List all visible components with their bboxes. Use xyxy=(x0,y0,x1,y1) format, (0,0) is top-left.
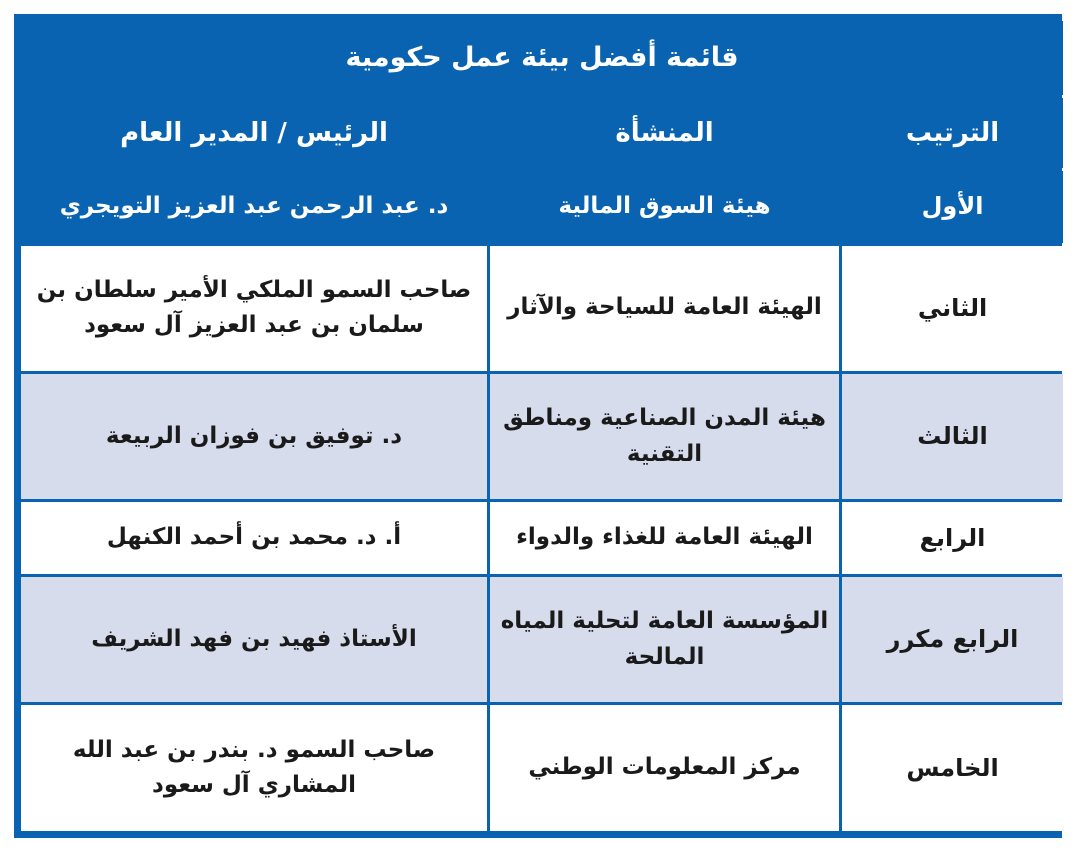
organization-cell: الهيئة العامة للغذاء والدواء xyxy=(490,502,839,574)
head-cell: د. توفيق بن فوزان الربيعة xyxy=(21,374,487,499)
head-cell: الأستاذ فهيد بن فهد الشريف xyxy=(21,577,487,702)
table-row xyxy=(21,374,1063,499)
head-cell: صاحب السمو د. بندر بن عبد الله المشاري آل سعود xyxy=(21,705,487,831)
table-frame xyxy=(14,14,1062,838)
title-row xyxy=(21,21,1063,95)
organization-cell: هيئة المدن الصناعية ومناطق التقنية xyxy=(490,374,839,499)
column-header-organization: المنشأة xyxy=(490,98,839,168)
organization-cell: المؤسسة العامة لتحلية المياه المالحة xyxy=(490,577,839,702)
column-header-rank: الترتيب xyxy=(842,98,1063,168)
table-row xyxy=(21,246,1063,371)
table-row xyxy=(21,705,1063,831)
organization-cell: الهيئة العامة للسياحة والآثار xyxy=(490,246,839,371)
table-row xyxy=(21,502,1063,574)
table-row xyxy=(21,171,1063,243)
rank-cell: الثالث xyxy=(842,374,1063,499)
rank-cell: الثاني xyxy=(842,246,1063,371)
column-header-head: الرئيس / المدير العام xyxy=(21,98,487,168)
rank-cell: الخامس xyxy=(842,705,1063,831)
rank-cell: الرابع xyxy=(842,502,1063,574)
rank-cell: الأول xyxy=(842,171,1063,243)
best-workplace-table xyxy=(18,18,1066,834)
organization-cell: هيئة السوق المالية xyxy=(490,171,839,243)
organization-cell: مركز المعلومات الوطني xyxy=(490,705,839,831)
rank-cell: الرابع مكرر xyxy=(842,577,1063,702)
table-row xyxy=(21,577,1063,702)
head-cell: أ. د. محمد بن أحمد الكنهل xyxy=(21,502,487,574)
table-title: قائمة أفضل بيئة عمل حكومية xyxy=(21,21,1063,95)
head-cell: صاحب السمو الملكي الأمير سلطان بن سلمان بن عبد العزيز آل سعود xyxy=(21,246,487,371)
head-cell: د. عبد الرحمن عبد العزيز التويجري xyxy=(21,171,487,243)
header-row xyxy=(21,98,1063,168)
